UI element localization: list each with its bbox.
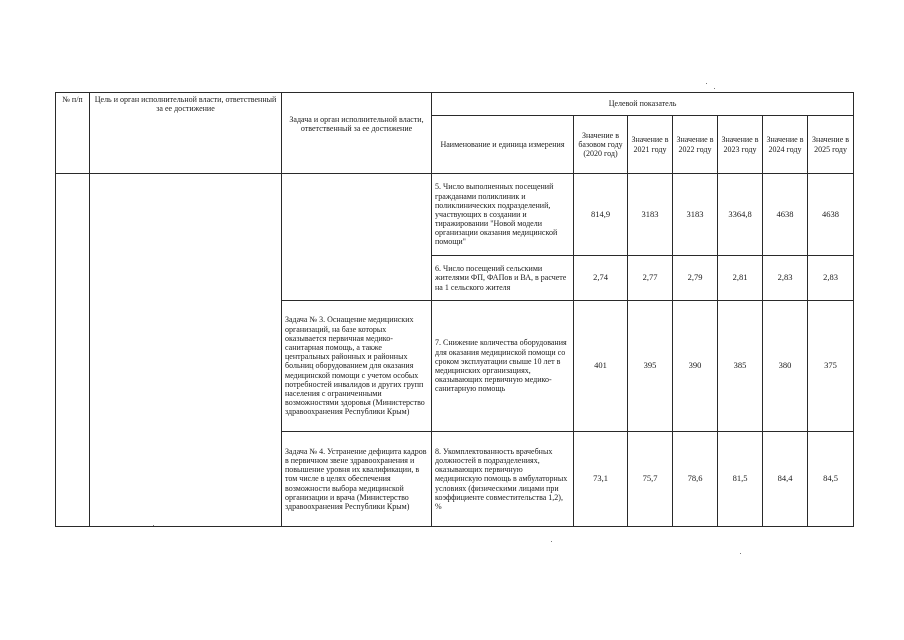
header-row	[56, 93, 854, 116]
header-value-2025: Значение в 2025 году	[808, 116, 854, 174]
value-cell: 2,79	[673, 256, 718, 301]
value-cell: 2,81	[718, 256, 763, 301]
header-target-group: Целевой показатель	[432, 93, 854, 116]
header-indicator: Наименование и единица измерения	[432, 116, 574, 174]
value-cell: 3183	[673, 174, 718, 256]
value-cell: 75,7	[628, 432, 673, 527]
header-task: Задача и орган исполнительной власти, ответственный за ее достижение	[282, 93, 432, 174]
value-cell: 81,5	[718, 432, 763, 527]
header-value-2023: Значение в 2023 году	[718, 116, 763, 174]
value-cell: 380	[763, 301, 808, 432]
value-cell: 2,83	[763, 256, 808, 301]
value-cell: 375	[808, 301, 854, 432]
cell-goal	[90, 174, 282, 527]
value-cell: 395	[628, 301, 673, 432]
task-cell	[282, 174, 432, 301]
header-value-2021: Значение в 2021 году	[628, 116, 673, 174]
value-cell: 4638	[763, 174, 808, 256]
value-cell: 814,9	[574, 174, 628, 256]
value-cell: 3183	[628, 174, 673, 256]
value-cell: 385	[718, 301, 763, 432]
table-row	[56, 174, 854, 256]
value-cell: 2,83	[808, 256, 854, 301]
value-cell: 2,74	[574, 256, 628, 301]
value-cell: 73,1	[574, 432, 628, 527]
header-num: № п/п	[56, 93, 90, 174]
task-cell: Задача № 4. Устранение дефицита кадров в первичном звене здравоохранения и повышение уровня их квалификации, в том числе в целях обеспечения возможности выбора медицинской организации и врача (Министерство здравоохранения Республики Крым)	[282, 432, 432, 527]
indicators-table	[55, 92, 854, 527]
value-cell: 401	[574, 301, 628, 432]
indicator-cell: 8. Укомплектованность врачебных должностей в подразделениях, оказывающих первичную медицинскую помощь в амбулаторных условиях (физическими лицами при коэффициенте совместительства 1,2), %	[432, 432, 574, 527]
indicator-cell: 5. Число выполненных посещений гражданами поликлиник и поликлинических подразделений, участвующих в создании и тиражировании "Новой модели организации оказания медицинской помощи"	[432, 174, 574, 256]
value-cell: 3364,8	[718, 174, 763, 256]
header-goal: Цель и орган исполнительной власти, ответственный за ее достижение	[90, 93, 282, 174]
scan-speck	[551, 541, 552, 542]
indicator-cell: 6. Число посещений сельскими жителями ФП, ФАПов и ВА, в расчете на 1 сельского жителя	[432, 256, 574, 301]
value-cell: 84,5	[808, 432, 854, 527]
value-cell: 78,6	[673, 432, 718, 527]
task-cell: Задача № 3. Оснащение медицинских организаций, на базе которых оказывается первичная медико-санитарная помощь, а также центральных районных и районных больниц оборудованием для оказания медицинской помощи с учетом особых потребностей инвалидов и других групп населения с ограниченными возможностями здоровья (Министерство здравоохранения Республики Крым)	[282, 301, 432, 432]
value-cell: 390	[673, 301, 718, 432]
scan-speck	[153, 525, 154, 526]
indicator-cell: 7. Снижение количества оборудования для оказания медицинской помощи со сроком эксплуатации свыше 10 лет в медицинских организациях, оказывающих первичную медико-санитарную помощь	[432, 301, 574, 432]
header-value-2024: Значение в 2024 году	[763, 116, 808, 174]
value-cell: 2,77	[628, 256, 673, 301]
scan-speck	[714, 88, 715, 89]
value-cell: 4638	[808, 174, 854, 256]
header-value-base: Значение в базовом году (2020 год)	[574, 116, 628, 174]
cell-num	[56, 174, 90, 527]
scan-speck	[706, 83, 707, 84]
scan-speck	[740, 553, 741, 554]
header-value-2022: Значение в 2022 году	[673, 116, 718, 174]
value-cell: 84,4	[763, 432, 808, 527]
